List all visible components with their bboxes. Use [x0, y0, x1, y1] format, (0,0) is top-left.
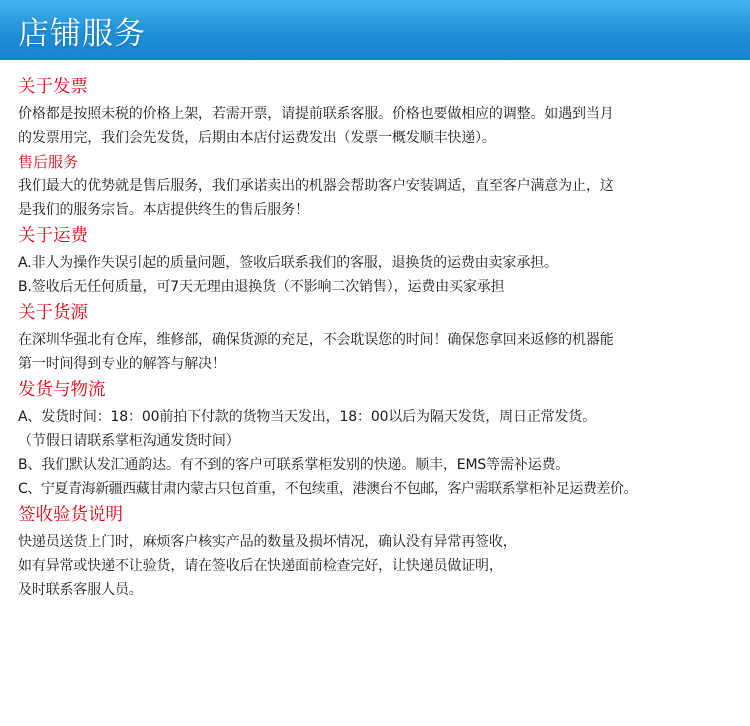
text-line: 是我们的服务宗旨。本店提供终生的售后服务！ — [18, 202, 309, 218]
text-line: 及时联系客服人员。 — [18, 582, 143, 598]
text-line: 的发票用完，我们会先发货，后期由本店付运费发出（发票一概发顺丰快递）。 — [18, 130, 496, 146]
header-banner — [0, 0, 750, 60]
service-info-content — [18, 73, 740, 602]
page-title: 店铺服务 — [18, 15, 146, 52]
text-line: 在深圳华强北有仓库，维修部，确保货源的充足，不会耽误您的时间！确保您拿回来返修的机器能 — [18, 332, 614, 348]
section-title-supply: 关于货源 — [18, 303, 88, 323]
text-line: 我们最大的优势就是售后服务，我们承诺卖出的机器会帮助客户安装调适，直至客户满意为止，这 — [18, 178, 614, 194]
section-supply — [18, 299, 740, 376]
text-line: B.签收后无任何质量，可7天无理由退换货（不影响二次销售），运费由买家承担 — [18, 279, 505, 295]
section-title-delivery-logistics: 发货与物流 — [18, 380, 106, 400]
text-line: A、发货时间：18：00前拍下付款的货物当天发出，18：00以后为隔天发货，周日正常发货。 — [18, 409, 597, 425]
section-invoice — [18, 73, 740, 150]
text-line: （节假日请联系掌柜沟通发货时间） — [18, 433, 240, 449]
section-after-sales — [18, 150, 740, 222]
section-receipt-inspection — [18, 501, 740, 602]
text-line: B、我们默认发汇通韵达。有不到的客户可联系掌柜发别的快递。顺丰，EMS等需补运费。 — [18, 457, 570, 473]
section-shipping-fees — [18, 222, 740, 299]
text-line: 如有异常或快递不让验货，请在签收后在快递面前检查完好，让快递员做证明， — [18, 558, 503, 574]
text-line: 第一时间得到专业的解答与解决！ — [18, 356, 226, 372]
section-title-after-sales: 售后服务 — [18, 153, 79, 171]
text-line: A.非人为操作失误引起的质量问题，签收后联系我们的客服，退换货的运费由卖家承担。 — [18, 255, 558, 271]
text-line: 快递员送货上门时，麻烦客户核实产品的数量及损坏情况，确认没有异常再签收， — [18, 534, 517, 550]
text-line: C、宁夏青海新疆西藏甘肃内蒙古只包首重，不包续重，港澳台不包邮，客户需联系掌柜补足运费差价。 — [18, 481, 638, 497]
section-title-receipt-inspection: 签收验货说明 — [18, 505, 123, 525]
text-line: 价格都是按照未税的价格上架，若需开票，请提前联系客服。价格也要做相应的调整。如遇到当月 — [18, 106, 614, 122]
section-title-shipping-fees: 关于运费 — [18, 226, 88, 246]
section-title-invoice: 关于发票 — [18, 77, 88, 97]
section-delivery-logistics — [18, 376, 740, 501]
